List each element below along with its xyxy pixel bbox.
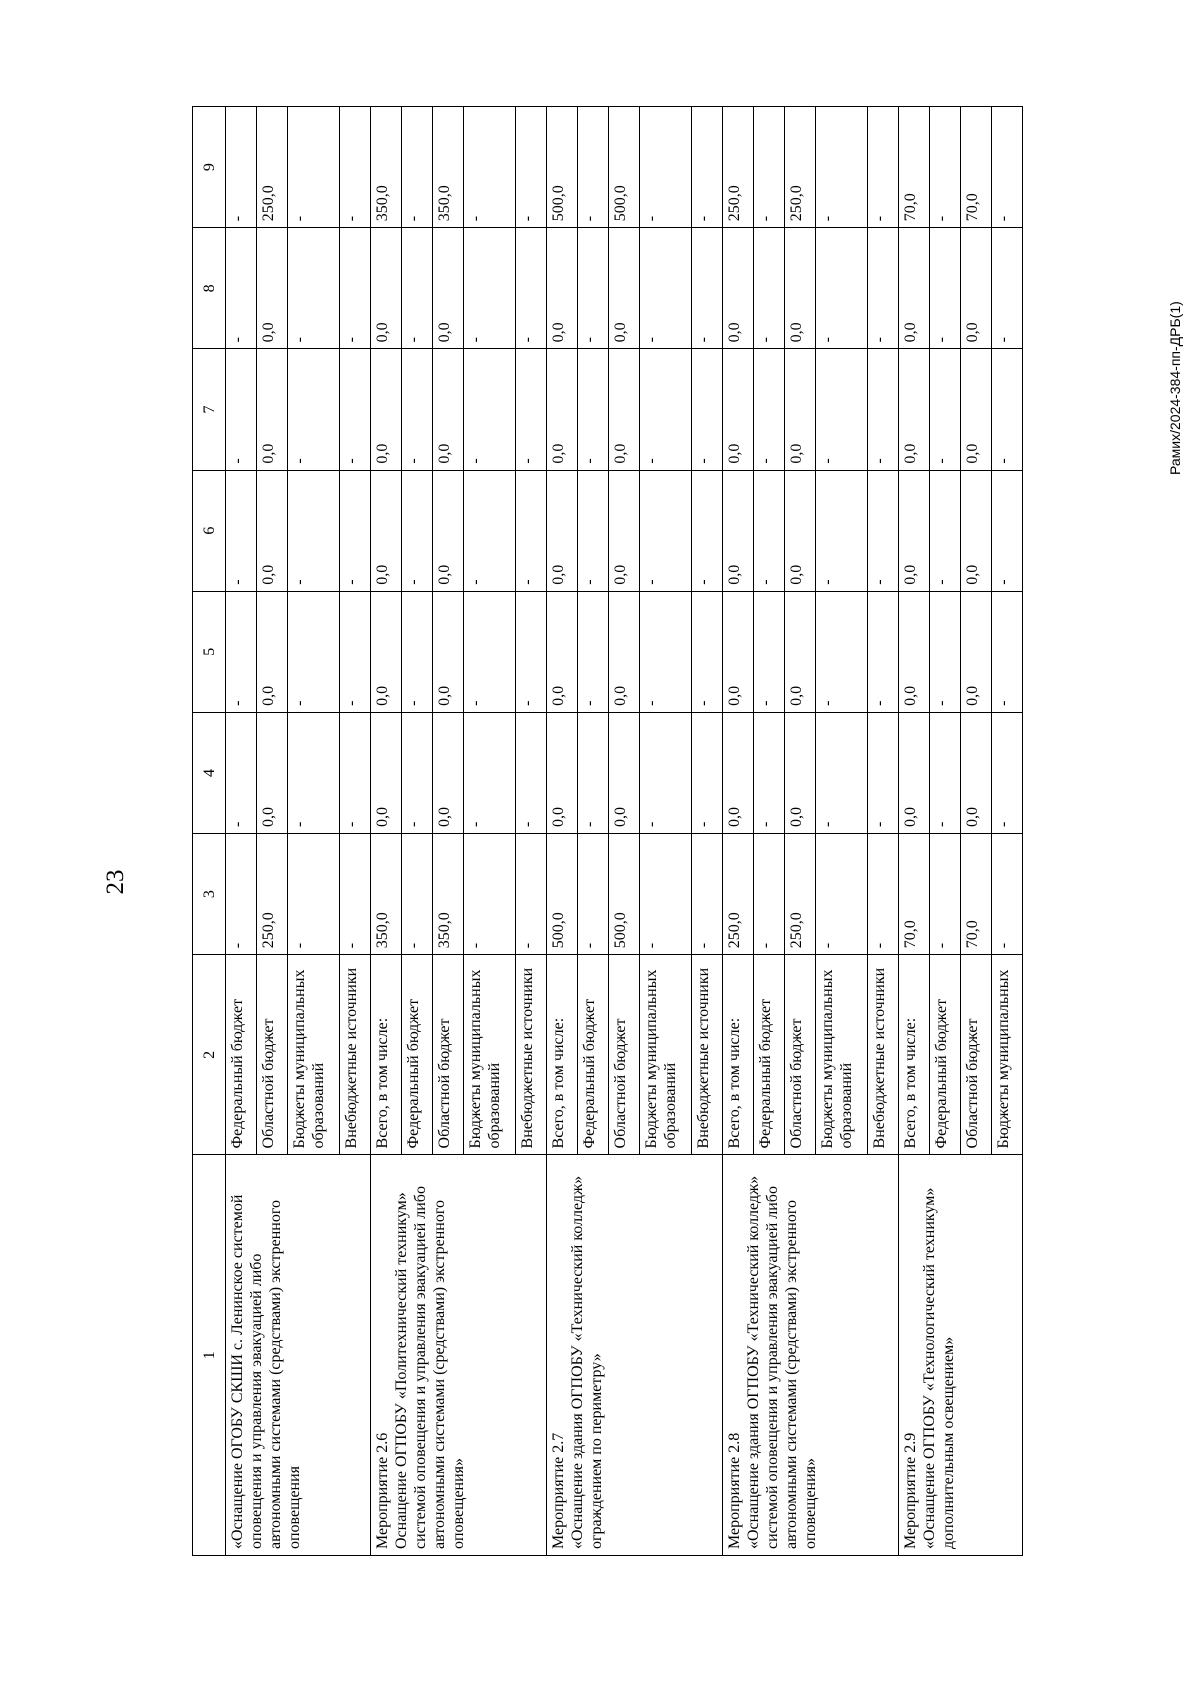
amount-cell: - — [464, 712, 516, 833]
amount-cell: - — [340, 470, 371, 591]
amount-cell: - — [516, 107, 547, 228]
amount-cell: - — [340, 712, 371, 833]
amount-cell: 0,0 — [433, 349, 464, 470]
table-row — [371, 107, 402, 1556]
amount-cell: 0,0 — [723, 470, 754, 591]
column-header: 2 — [193, 955, 226, 1155]
table-row — [723, 107, 754, 1556]
amount-cell: - — [640, 591, 692, 712]
amount-cell: 0,0 — [433, 470, 464, 591]
funding-source-cell: Федеральный бюджет — [578, 955, 609, 1155]
amount-cell: - — [340, 107, 371, 228]
amount-cell: - — [930, 834, 961, 955]
amount-cell: - — [930, 470, 961, 591]
amount-cell: - — [340, 591, 371, 712]
funding-source-cell: Бюджеты муниципальных — [992, 955, 1023, 1155]
amount-cell: - — [226, 712, 257, 833]
rotated-table-frame — [192, 106, 1092, 1556]
amount-cell: 0,0 — [609, 349, 640, 470]
amount-cell: - — [402, 834, 433, 955]
amount-cell: 0,0 — [371, 470, 402, 591]
amount-cell: 0,0 — [785, 591, 816, 712]
amount-cell: 250,0 — [257, 834, 288, 955]
amount-cell: 0,0 — [547, 591, 578, 712]
amount-cell: - — [816, 228, 868, 349]
column-header: 3 — [193, 834, 226, 955]
amount-cell: 0,0 — [433, 228, 464, 349]
amount-cell: - — [288, 107, 340, 228]
amount-cell: - — [754, 712, 785, 833]
amount-cell: 0,0 — [899, 349, 930, 470]
amount-cell: - — [992, 470, 1023, 591]
amount-cell: - — [816, 712, 868, 833]
funding-source-cell: Внебюджетные источники — [516, 955, 547, 1155]
amount-cell: 0,0 — [785, 712, 816, 833]
amount-cell: - — [692, 349, 723, 470]
amount-cell: 0,0 — [609, 228, 640, 349]
amount-cell: 70,0 — [961, 107, 992, 228]
amount-cell: 0,0 — [371, 712, 402, 833]
amount-cell: - — [754, 349, 785, 470]
amount-cell: - — [340, 349, 371, 470]
amount-cell: - — [692, 107, 723, 228]
amount-cell: - — [288, 712, 340, 833]
table-row — [547, 107, 578, 1556]
measure-title-cell: Мероприятие 2.6 Оснащение ОГПОБУ «Политехнический техникум» системой оповещения и управления эвакуацией либо автономными системами (средствами) экстренного оповещения» — [371, 1155, 547, 1556]
amount-cell: - — [754, 228, 785, 349]
amount-cell: - — [516, 591, 547, 712]
amount-cell: - — [930, 591, 961, 712]
funding-source-cell: Областной бюджет — [609, 955, 640, 1155]
amount-cell: - — [464, 228, 516, 349]
amount-cell: 70,0 — [899, 107, 930, 228]
amount-cell: - — [402, 470, 433, 591]
amount-cell: - — [930, 107, 961, 228]
funding-source-cell: Бюджеты муниципальных образований — [816, 955, 868, 1155]
amount-cell: 0,0 — [257, 349, 288, 470]
amount-cell: - — [640, 349, 692, 470]
amount-cell: 500,0 — [609, 107, 640, 228]
amount-cell: - — [930, 712, 961, 833]
amount-cell: - — [578, 228, 609, 349]
amount-cell: - — [288, 591, 340, 712]
amount-cell: - — [754, 591, 785, 712]
amount-cell: 350,0 — [433, 834, 464, 955]
amount-cell: - — [226, 470, 257, 591]
table-row — [226, 107, 257, 1556]
funding-source-cell: Областной бюджет — [785, 955, 816, 1155]
amount-cell: - — [288, 228, 340, 349]
page-number: 23 — [102, 869, 129, 895]
amount-cell: - — [992, 107, 1023, 228]
amount-cell: 0,0 — [257, 712, 288, 833]
table-row — [899, 107, 930, 1556]
amount-cell: - — [754, 470, 785, 591]
amount-cell: - — [288, 834, 340, 955]
amount-cell: - — [578, 470, 609, 591]
amount-cell: 0,0 — [899, 591, 930, 712]
amount-cell: - — [464, 591, 516, 712]
amount-cell: 350,0 — [371, 107, 402, 228]
amount-cell: - — [578, 712, 609, 833]
amount-cell: - — [640, 712, 692, 833]
amount-cell: - — [640, 107, 692, 228]
column-header: 6 — [193, 470, 226, 591]
amount-cell: 250,0 — [257, 107, 288, 228]
amount-cell: - — [692, 228, 723, 349]
amount-cell: - — [868, 470, 899, 591]
column-header: 8 — [193, 228, 226, 349]
measure-title-cell: Мероприятие 2.7 «Оснащение здания ОГПОБУ «Технический колледж» ограждением по периметру» — [547, 1155, 723, 1556]
amount-cell: - — [692, 591, 723, 712]
amount-cell: 0,0 — [257, 470, 288, 591]
amount-cell: - — [226, 228, 257, 349]
amount-cell: 0,0 — [433, 712, 464, 833]
amount-cell: 0,0 — [899, 228, 930, 349]
column-number-row — [193, 107, 226, 1556]
amount-cell: - — [692, 712, 723, 833]
amount-cell: 0,0 — [547, 712, 578, 833]
amount-cell: - — [640, 470, 692, 591]
amount-cell: - — [464, 470, 516, 591]
amount-cell: - — [516, 228, 547, 349]
column-header: 5 — [193, 591, 226, 712]
funding-source-cell: Федеральный бюджет — [226, 955, 257, 1155]
amount-cell: - — [868, 712, 899, 833]
column-header: 7 — [193, 349, 226, 470]
amount-cell: - — [992, 834, 1023, 955]
amount-cell: 0,0 — [257, 591, 288, 712]
funding-source-cell: Всего, в том числе: — [723, 955, 754, 1155]
amount-cell: - — [464, 349, 516, 470]
amount-cell: 70,0 — [961, 834, 992, 955]
funding-source-cell: Областной бюджет — [433, 955, 464, 1155]
amount-cell: - — [578, 591, 609, 712]
amount-cell: - — [992, 712, 1023, 833]
column-header: 1 — [193, 1155, 226, 1556]
amount-cell: 0,0 — [371, 228, 402, 349]
amount-cell: - — [930, 228, 961, 349]
amount-cell: 0,0 — [257, 228, 288, 349]
amount-cell: 0,0 — [723, 349, 754, 470]
measure-title-cell: Мероприятие 2.9 «Оснащение ОГПОБУ «Технологический техникум» дополнительным освещением» — [899, 1155, 1023, 1556]
amount-cell: - — [578, 107, 609, 228]
amount-cell: - — [868, 834, 899, 955]
amount-cell: - — [930, 349, 961, 470]
amount-cell: 500,0 — [609, 834, 640, 955]
amount-cell: - — [692, 834, 723, 955]
amount-cell: 0,0 — [433, 591, 464, 712]
amount-cell: - — [868, 349, 899, 470]
funding-source-cell: Всего, в том числе: — [547, 955, 578, 1155]
amount-cell: - — [516, 834, 547, 955]
amount-cell: 250,0 — [785, 107, 816, 228]
amount-cell: 500,0 — [547, 834, 578, 955]
amount-cell: - — [516, 349, 547, 470]
column-header: 9 — [193, 107, 226, 228]
amount-cell: - — [402, 591, 433, 712]
amount-cell: 350,0 — [433, 107, 464, 228]
funding-source-cell: Всего, в том числе: — [371, 955, 402, 1155]
amount-cell: 0,0 — [961, 712, 992, 833]
amount-cell: 0,0 — [961, 228, 992, 349]
amount-cell: 0,0 — [371, 349, 402, 470]
amount-cell: - — [992, 349, 1023, 470]
column-header: 4 — [193, 712, 226, 833]
funding-table — [192, 106, 1023, 1556]
amount-cell: - — [226, 591, 257, 712]
funding-source-cell: Внебюджетные источники — [868, 955, 899, 1155]
amount-cell: - — [226, 107, 257, 228]
amount-cell: 0,0 — [961, 349, 992, 470]
amount-cell: - — [340, 228, 371, 349]
amount-cell: - — [754, 107, 785, 228]
amount-cell: 250,0 — [723, 834, 754, 955]
amount-cell: - — [992, 591, 1023, 712]
amount-cell: - — [816, 834, 868, 955]
measure-title-cell: Мероприятие 2.8 «Оснащение здания ОГПОБУ «Технический колледж» системой оповещения и управления эвакуацией либо автономными системами (средствами) экстренного оповещения» — [723, 1155, 899, 1556]
amount-cell: 0,0 — [609, 712, 640, 833]
amount-cell: 0,0 — [899, 712, 930, 833]
amount-cell: - — [692, 470, 723, 591]
amount-cell: - — [816, 107, 868, 228]
funding-source-cell: Федеральный бюджет — [754, 955, 785, 1155]
amount-cell: - — [868, 228, 899, 349]
amount-cell: - — [516, 470, 547, 591]
amount-cell: - — [754, 834, 785, 955]
amount-cell: - — [402, 712, 433, 833]
amount-cell: 0,0 — [371, 591, 402, 712]
amount-cell: - — [288, 349, 340, 470]
amount-cell: - — [816, 349, 868, 470]
amount-cell: - — [340, 834, 371, 955]
measure-title-cell: «Оснащение ОГОБУ СКШИ с. Ленинское системой оповещения и управления эвакуацией либо автономными системами (средствами) экстренного оповещения — [226, 1155, 371, 1556]
amount-cell: 0,0 — [961, 470, 992, 591]
amount-cell: 250,0 — [785, 834, 816, 955]
amount-cell: 0,0 — [547, 228, 578, 349]
amount-cell: - — [640, 228, 692, 349]
amount-cell: - — [464, 834, 516, 955]
amount-cell: - — [578, 349, 609, 470]
funding-source-cell: Федеральный бюджет — [930, 955, 961, 1155]
amount-cell: - — [640, 834, 692, 955]
amount-cell: - — [402, 228, 433, 349]
amount-cell: - — [868, 107, 899, 228]
funding-source-cell: Областной бюджет — [961, 955, 992, 1155]
amount-cell: - — [578, 834, 609, 955]
amount-cell: 0,0 — [961, 591, 992, 712]
amount-cell: 250,0 — [723, 107, 754, 228]
amount-cell: - — [464, 107, 516, 228]
funding-source-cell: Бюджеты муниципальных образований — [288, 955, 340, 1155]
amount-cell: 0,0 — [723, 712, 754, 833]
amount-cell: 0,0 — [609, 591, 640, 712]
amount-cell: 0,0 — [899, 470, 930, 591]
amount-cell: - — [516, 712, 547, 833]
amount-cell: 0,0 — [547, 349, 578, 470]
funding-source-cell: Бюджеты муниципальных образований — [640, 955, 692, 1155]
funding-source-cell: Областной бюджет — [257, 955, 288, 1155]
amount-cell: - — [402, 349, 433, 470]
funding-source-cell: Внебюджетные источники — [340, 955, 371, 1155]
amount-cell: 0,0 — [723, 228, 754, 349]
funding-source-cell: Федеральный бюджет — [402, 955, 433, 1155]
amount-cell: 0,0 — [723, 591, 754, 712]
amount-cell: - — [816, 470, 868, 591]
amount-cell: - — [992, 228, 1023, 349]
amount-cell: - — [226, 349, 257, 470]
amount-cell: 350,0 — [371, 834, 402, 955]
amount-cell: 0,0 — [785, 228, 816, 349]
amount-cell: 0,0 — [547, 470, 578, 591]
amount-cell: - — [402, 107, 433, 228]
amount-cell: 500,0 — [547, 107, 578, 228]
amount-cell: 0,0 — [785, 470, 816, 591]
amount-cell: - — [226, 834, 257, 955]
amount-cell: - — [868, 591, 899, 712]
amount-cell: - — [288, 470, 340, 591]
funding-source-cell: Бюджеты муниципальных образований — [464, 955, 516, 1155]
amount-cell: 0,0 — [785, 349, 816, 470]
funding-source-cell: Всего, в том числе: — [899, 955, 930, 1155]
amount-cell: - — [816, 591, 868, 712]
document-code: Рамих/2024-384-пп-ДРБ(1) — [1167, 301, 1183, 475]
funding-source-cell: Внебюджетные источники — [692, 955, 723, 1155]
amount-cell: 70,0 — [899, 834, 930, 955]
amount-cell: 0,0 — [609, 470, 640, 591]
